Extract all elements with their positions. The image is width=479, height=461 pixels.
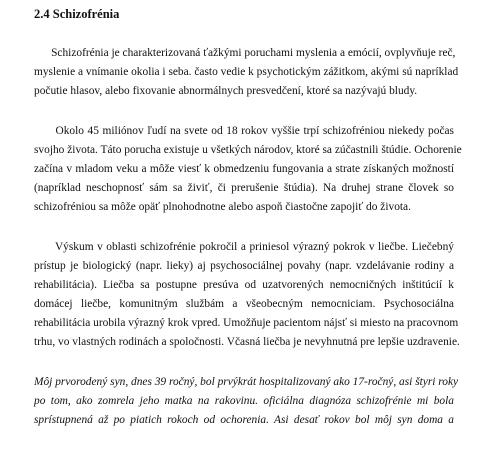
text-line: Schizofrénia je charakterizovaná ťažkými poruchami myslenia a emócií, ovplyvňuje reč, [34,47,456,59]
text-line: trhu, vo vlastných rodinách a spoločnosti. Včasná liečba je nevyhnutná pre lepšie uzdravenie. [34,336,460,348]
document-page [34,6,462,430]
text-line: (napríklad neschopnosť sám sa živiť, či prerušenie štúdia). Na druhej strane človek so [34,182,454,194]
text-line: prístup je biologický (napr. lieky) aj psychosociálnej povahy (napr. vzdelávanie rodiny a [34,260,454,272]
text-line: rehabilitácia). Liečba sa postupne presúva od uzatvorených nemocničných inštitúcií k [34,279,454,291]
paragraph-research-treatment [34,238,460,352]
text-line: počutie hlasov, alebo fixovanie abnormálnych presvedčení, ktoré sa nazývajú bludy. [34,85,418,97]
text-line: Výskum v oblasti schizofrénie pokročil a priniesol výrazný pokrok v liečbe. Liečebný [34,241,454,253]
paragraph-personal-story [34,373,459,430]
text-line: začína v mladom veku a môže viesť k obmedzeniu fungovania a strate získaných možností [34,163,454,175]
text-line: rehabilitácia urobila výrazný krok vpred. Umožňuje pacientom nájsť si miesto na pracovnom [34,317,459,329]
text-line: schizofréniou sa môže opäť plnohodnotne alebo aspoň čiastočne zapojiť do života. [34,201,411,213]
paragraph-prevalence [34,122,462,217]
text-line: domácej liečbe, komunitným službám a všeobecným nemocniciam. Psychosociálna [34,298,454,310]
paragraph-schizophrenia-definition [34,44,459,101]
text-line: Môj prvorodený syn, dnes 39 ročný, bol prvýkrát hospitalizovaný ako 17-ročný, asi štyri roky [34,376,459,388]
text-line: sprístupnená až po piatich rokoch od ochorenia. Asi desať rokov bol môj syn doma a [34,414,454,426]
text-line: myslenie a vnímanie okolia i seba. často vedie k psychotickým zážitkom, akými sú napríklad [34,66,459,78]
text-line: svojho života. Táto porucha existuje u všetkých národov, ktoré sa zúčastnili štúdie. Ochorenie [34,144,462,156]
section-heading: 2.4 Schizofrénia [34,7,120,21]
text-line: Okolo 45 miliónov ľudí na svete od 18 rokov vyššie trpí schizofréniou niekedy počas [34,125,454,137]
text-line: po tom, ako zomrela jeho matka na rakovinu. oficiálna diagnóza schizofrénie mi bola [34,395,454,407]
